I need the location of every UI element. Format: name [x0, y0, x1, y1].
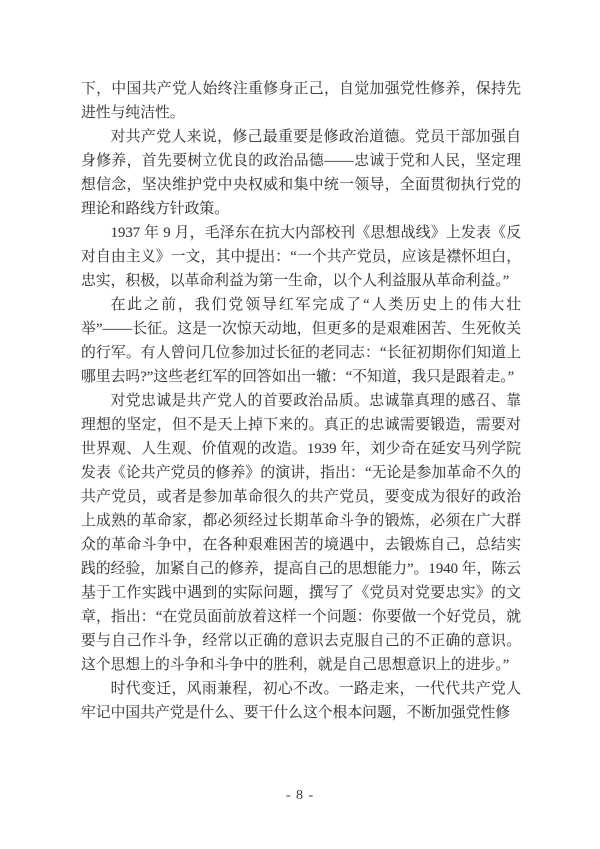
text-body [81, 77, 521, 725]
paragraph: 时代变迁，风雨兼程，初心不改。一路走来，一代代共产党人牢记中国共产党是什么、要干什么这个根本问题，不断加强党性修 [81, 681, 521, 721]
paragraph: 1937 年 9 月，毛泽东在抗大内部校刊《思想战线》上发表《反对自由主义》一文，其中提出：“一个共产党员，应该是襟怀坦白，忠实，积极，以革命利益为第一生命，以个人利益服从革命利益。” [81, 225, 521, 289]
paragraph: 在此之前，我们党领导红军完成了“人类历史上的伟大壮举”——长征。这是一次惊天动地，但更多的是艰难困苦、生死攸关的行军。有人曾问几位参加过长征的老同志：“长征初期你们知道上哪里去吗?”这些老红军的回答如出一辙：“不知道，我只是跟着走。” [81, 297, 521, 385]
paragraph-continuation: 下，中国共产党人始终注重修身正己，自觉加强党性修养，保持先进性与纯洁性。 [81, 81, 521, 121]
paragraph: 对党忠诚是共产党人的首要政治品质。忠诚靠真理的感召、靠理想的坚定，但不是天上掉下来的。真正的忠诚需要锻造，需要对世界观、人生观、价值观的改造。1939 年，刘少奇在延安马列学院发表《论共产党员的修养》的演讲，指出：“无论是参加革命不久的共产党员，或者是参加革命很久的共产党员，要变成为很好的政治上成熟的革命家，都必须经过长期革命斗争的锻炼，必须在广大群众的革命斗争中，在各种艰难困苦的境遇中，去锻炼自己，总结实践的经验，加紧自己的修养，提高自己的思想能力”。1940 年，陈云基于工作实践中遇到的实际问题，撰写了《党员对党要忠实》的文章，指出：“在党员面前放着这样一个问题：你要做一个好党员，就要与自己作斗争，经常以正确的意识去克服自己的不正确的意识。这个思想上的斗争和斗争中的胜利，就是自己思想意识上的进步。” [81, 393, 521, 673]
paragraph: 对共产党人来说，修己最重要是修政治道德。党员干部加强自身修养，首先要树立优良的政治品德——忠诚于党和人民，坚定理想信念，坚决维护党中央权威和集中统一领导，全面贯彻执行党的理论和路线方针政策。 [81, 129, 521, 217]
page-number: - 8 - [285, 788, 315, 803]
